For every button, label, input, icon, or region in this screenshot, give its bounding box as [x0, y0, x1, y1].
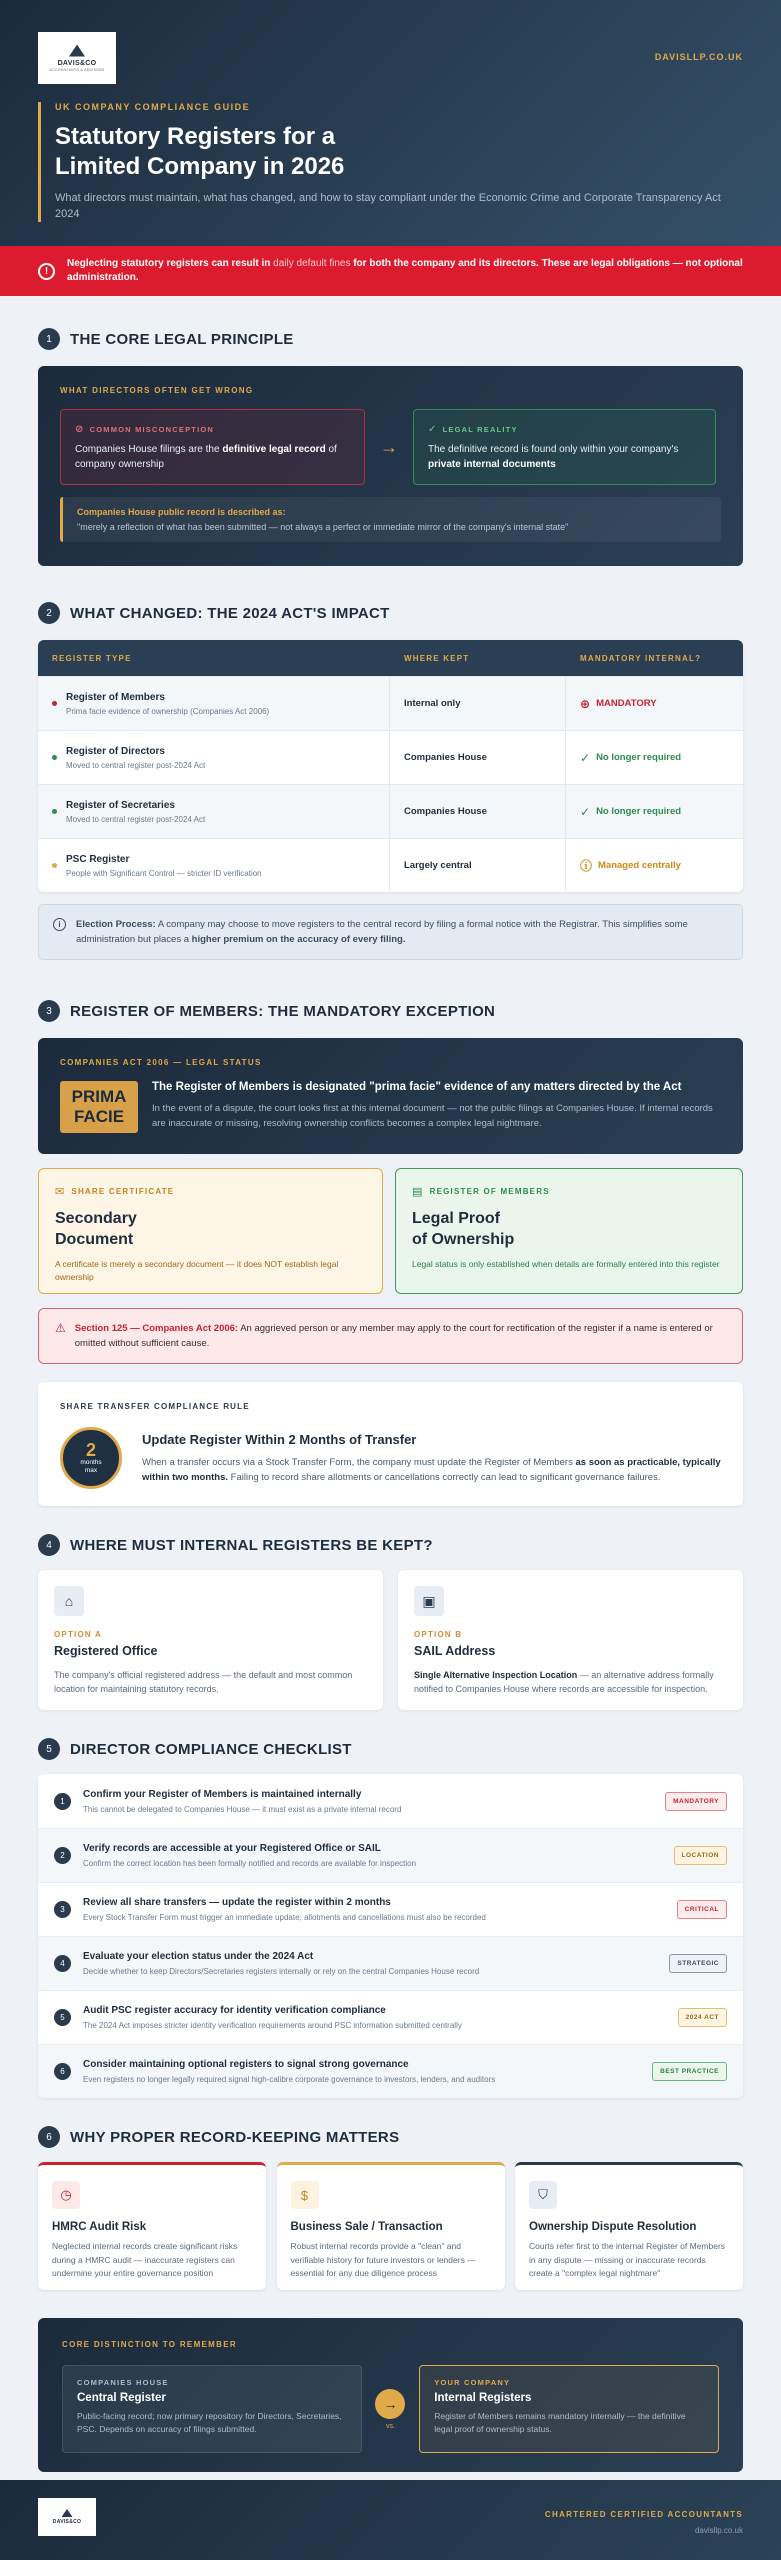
section-number: 4	[38, 1534, 60, 1556]
card-text: Neglected internal records create significant risks during a HMRC audit — inaccurate registers can undermine your entire governance position	[52, 2241, 238, 2278]
quote-text: "merely a reflection of what has been submitted — not always a perfect or immediate mirror of the company's internal state"	[77, 522, 569, 532]
cert-label: SHARE CERTIFICATE	[71, 1187, 175, 1196]
two-months-badge: 2 months max	[60, 1427, 122, 1489]
item-description: Every Stock Transfer Form must trigger an immediate update; allotments and cancellations must also be recorded	[83, 1913, 486, 1922]
item-title: Audit PSC register accuracy for identity verification compliance	[83, 2005, 386, 2016]
section-2-heading	[38, 602, 743, 624]
card-text: Courts refer first to the internal Register of Members in any dispute — missing or inaccurate records create a "complex legal nightmare"	[529, 2241, 726, 2278]
misconception-box	[60, 409, 365, 485]
card-text: Robust internal records provide a "clean" and verifiable history for future investors or lenders — essential for any due diligence process	[290, 2241, 476, 2278]
register-name: PSC Register	[66, 853, 130, 865]
versus-divider	[362, 2389, 420, 2430]
logo-roof-icon	[62, 2509, 73, 2517]
box-text: Register of Members remains mandatory internally — the definitive legal proof of ownership status.	[434, 2411, 686, 2434]
option-sail-address	[398, 1570, 743, 1710]
section-3-heading	[38, 1000, 743, 1022]
core-distinction-card	[38, 2318, 743, 2472]
prima-facie-badge: PRIMA FACIE	[60, 1081, 138, 1133]
table-row	[38, 676, 743, 730]
table-row	[38, 784, 743, 838]
checkmark-icon: ✓	[580, 750, 591, 765]
section-title: WHAT CHANGED: THE 2024 ACT'S IMPACT	[70, 604, 390, 622]
compliance-checklist	[38, 1774, 743, 2098]
hmrc-audit-card	[38, 2162, 266, 2290]
checklist-item	[38, 1936, 743, 1990]
logo-text: DAVIS&CO	[52, 2519, 82, 2525]
section-125-alert	[38, 1308, 743, 1364]
reality-label: LEGAL REALITY	[442, 425, 518, 434]
box-title: Central Register	[77, 2392, 166, 2404]
quote-title: Companies House public record is described as:	[77, 507, 286, 517]
priority-tag: 2024 ACT	[678, 2008, 727, 2027]
section-1-heading	[38, 328, 743, 350]
location-options	[38, 1570, 743, 1710]
info-circle-icon: ⓘ	[580, 859, 593, 873]
priority-tag: STRATEGIC	[669, 1954, 727, 1973]
ownership-dispute-card	[515, 2162, 743, 2290]
footer-tagline: CHARTERED CERTIFIED ACCOUNTANTS	[544, 2510, 743, 2519]
warning-triangle-icon: ⚠	[55, 1321, 66, 1335]
status-badge: No longer required	[596, 806, 682, 817]
warning-text: Neglecting statutory registers can result in daily default fines for both the company and its directors. These are legal obligations — not optional administration.	[67, 258, 743, 283]
footer-url-link[interactable]: davisllp.co.uk	[694, 2526, 743, 2535]
versus-text: vs.	[386, 2422, 395, 2430]
shield-icon: ⛉	[529, 2181, 557, 2209]
priority-tag: BEST PRACTICE	[652, 2062, 727, 2081]
share-certificate-card	[38, 1168, 383, 1294]
table-header	[38, 640, 743, 676]
box-title: Internal Registers	[434, 2392, 532, 2404]
arrow-right-icon: →	[375, 2389, 405, 2419]
section-number: 1	[38, 328, 60, 350]
checkmark-icon: ✓	[428, 424, 438, 435]
where-kept: Internal only	[404, 698, 461, 709]
cert-title: Legal Proof of Ownership	[412, 1210, 515, 1248]
status-dot	[52, 701, 57, 706]
column-header: REGISTER TYPE	[52, 653, 132, 663]
item-number: 1	[54, 1793, 71, 1810]
register-description: Moved to central register post-2024 Act	[66, 760, 206, 770]
section-title: DIRECTOR COMPLIANCE CHECKLIST	[70, 1740, 352, 1758]
item-title: Confirm your Register of Members is maintained internally	[83, 1788, 362, 1800]
misconception-label: COMMON MISCONCEPTION	[89, 425, 215, 434]
box-text: Public-facing record; now primary repository for Directors, Secretaries, PSC. Depends on accuracy of filings submitted.	[77, 2411, 342, 2434]
checkmark-icon: ✓	[580, 804, 591, 819]
card-title: HMRC Audit Risk	[52, 2221, 147, 2233]
section-125-text: Section 125 — Companies Act 2006: An aggrieved person or any member may apply to the court for rectification of the register if a name is entered or omitted without sufficient cause.	[74, 1323, 713, 1349]
brand-logo[interactable]	[38, 32, 116, 84]
hero-header	[0, 0, 781, 246]
card-title: Business Sale / Transaction	[290, 2221, 443, 2233]
item-title: Review all share transfers — update the register within 2 months	[83, 1897, 391, 1908]
option-registered-office	[38, 1570, 383, 1710]
status-badge: No longer required	[596, 752, 682, 763]
section-number: 2	[38, 602, 60, 624]
page-footer	[0, 2480, 781, 2560]
arrow-right-icon: →	[380, 436, 398, 457]
section-4-heading	[38, 1534, 743, 1556]
status-badge: MANDATORY	[596, 698, 657, 709]
legal-reality-box	[413, 409, 716, 485]
option-text: Single Alternative Inspection Location — an alternative address formally notified to Companies House where records are accessible for inspection.	[414, 1670, 714, 1694]
option-title: Registered Office	[54, 1644, 158, 1658]
section-title: THE CORE LEGAL PRINCIPLE	[70, 330, 294, 348]
column-header: WHERE KEPT	[404, 653, 470, 663]
table-row	[38, 730, 743, 784]
column-header: MANDATORY INTERNAL?	[580, 653, 702, 663]
cert-title: Secondary Document	[55, 1210, 137, 1248]
option-label: OPTION A	[54, 1630, 102, 1639]
register-name: Register of Directors	[66, 745, 165, 757]
register-description: People with Significant Control — stricter ID verification	[66, 868, 262, 878]
item-title: Evaluate your election status under the 2024 Act	[83, 1951, 314, 1962]
rule-label: SHARE TRANSFER COMPLIANCE RULE	[60, 1402, 250, 1411]
register-description: Prima facie evidence of ownership (Companies Act 2006)	[66, 706, 270, 716]
cert-text: Legal status is only established when details are formally entered into this register	[412, 1259, 720, 1269]
box-label: COMPANIES HOUSE	[77, 2378, 169, 2387]
item-description: Decide whether to keep Directors/Secretaries registers internally or rely on the central Companies House record	[83, 1967, 480, 1976]
warning-banner	[0, 246, 781, 296]
prohibited-icon: ⊘	[75, 424, 85, 435]
logo-subtext: ACCOUNTANTS & ADVISORS	[49, 67, 105, 72]
option-text: The company's official registered address — the default and most common location for maintaining statutory records.	[54, 1670, 353, 1694]
header-url-link[interactable]: DAVISLLP.CO.UK	[654, 52, 743, 62]
logo-text: DAVIS&CO	[57, 59, 97, 67]
item-number: 3	[54, 1901, 71, 1918]
checklist-item	[38, 1882, 743, 1936]
item-description: Even registers no longer legally required signal high-calibre corporate governance to investors, lenders, and auditors	[83, 2075, 496, 2084]
register-name: Register of Secretaries	[66, 799, 175, 811]
registers-table	[38, 640, 743, 892]
item-description: This cannot be delegated to Companies House — it must exist as a private internal record	[83, 1804, 402, 1814]
logo-roof-icon	[69, 45, 85, 57]
alert-icon: !	[38, 263, 55, 280]
internal-registers-box	[419, 2365, 719, 2453]
card-label: CORE DISTINCTION TO REMEMBER	[62, 2340, 237, 2349]
reality-text: The definitive record is found only within your company's private internal documents	[428, 444, 679, 470]
card-title: Ownership Dispute Resolution	[529, 2221, 697, 2233]
document-icon: ▤	[412, 1186, 424, 1198]
item-title: Consider maintaining optional registers to signal strong governance	[83, 2059, 409, 2070]
hero-eyebrow: UK COMPANY COMPLIANCE GUIDE	[55, 102, 251, 112]
prima-facie-title: The Register of Members is designated "prima facie" evidence of any matters directed by the Act	[152, 1081, 682, 1093]
home-icon: ⌂	[54, 1586, 84, 1616]
info-icon: i	[53, 918, 66, 931]
where-kept: Largely central	[404, 860, 472, 871]
box-label: YOUR COMPANY	[434, 2378, 511, 2387]
prima-facie-text: In the event of a dispute, the court looks first at this internal document — not the public filings at Companies House. If internal records are inaccurate or missing, resolving ownership conflicts becomes a complex legal nightmare.	[152, 1103, 713, 1129]
document-comparison	[38, 1168, 743, 1294]
register-of-members-card	[395, 1168, 743, 1294]
prima-facie-card	[38, 1038, 743, 1154]
rule-text: When a transfer occurs via a Stock Transfer Form, the company must update the Register of Members as soon as practicable, typically within two months. Failing to record share allotments or cancellations correctly can lead to significant governance failures.	[142, 1456, 721, 1483]
priority-tag: CRITICAL	[677, 1900, 727, 1919]
envelope-icon: ✉	[55, 1186, 66, 1198]
item-description: Confirm the correct location has been formally notified and records are available for inspection	[83, 1859, 417, 1868]
business-sale-card	[277, 2162, 505, 2290]
option-title: SAIL Address	[414, 1644, 496, 1658]
status-badge: Managed centrally	[598, 860, 681, 871]
page-subtitle: What directors must maintain, what has changed, and how to stay compliant under the Economic Crime and Corporate Transparency Act 2024	[55, 192, 721, 220]
checklist-item	[38, 1774, 743, 1828]
quote-box	[60, 497, 721, 542]
cert-label: REGISTER OF MEMBERS	[429, 1187, 550, 1196]
note-text: Election Process: A company may choose to move registers to the central record by filing a formal notice with the Registrar. This simplifies some administration but places a higher premium on the accuracy of every filing.	[76, 919, 688, 945]
item-number: 5	[54, 2009, 71, 2026]
dollar-icon: $	[291, 2181, 319, 2209]
item-number: 2	[54, 1847, 71, 1864]
section-5-heading	[38, 1738, 743, 1760]
rule-title: Update Register Within 2 Months of Transfer	[142, 1431, 417, 1447]
item-description: The 2024 Act imposes stricter identity verification requirements around PSC information submitted centrally	[83, 2021, 462, 2030]
section-number: 3	[38, 1000, 60, 1022]
share-transfer-rule-card	[38, 1382, 743, 1506]
item-number: 4	[54, 1955, 71, 1972]
section-title: REGISTER OF MEMBERS: THE MANDATORY EXCEPTION	[70, 1002, 496, 1020]
option-label: OPTION B	[414, 1630, 463, 1639]
hero-text-block	[38, 102, 743, 222]
section-title: WHERE MUST INTERNAL REGISTERS BE KEPT?	[70, 1536, 433, 1554]
status-dot	[52, 755, 57, 760]
checklist-item	[38, 1990, 743, 2044]
register-description: Moved to central register post-2024 Act	[66, 814, 206, 824]
plus-circle-icon: ⊕	[580, 696, 591, 711]
table-row	[38, 838, 743, 892]
clock-icon: ◷	[52, 2181, 80, 2209]
section-6-heading	[38, 2126, 743, 2148]
why-cards	[38, 2162, 743, 2290]
cert-text: A certificate is merely a secondary document — it does NOT establish legal ownership	[55, 1259, 339, 1282]
checklist-item	[38, 2044, 743, 2098]
section-number: 5	[38, 1738, 60, 1760]
where-kept: Companies House	[404, 806, 487, 817]
item-number: 6	[54, 2063, 71, 2080]
misconception-text: Companies House filings are the definitive legal record of company ownership	[75, 444, 337, 470]
status-dot	[52, 809, 57, 814]
election-process-note	[38, 904, 743, 960]
briefcase-icon: ▣	[414, 1586, 444, 1616]
page-title: Statutory Registers for a Limited Company in 2026	[55, 123, 345, 180]
footer-logo[interactable]	[38, 2498, 96, 2536]
core-principle-card	[38, 366, 743, 566]
central-register-box	[62, 2365, 362, 2453]
card-label: WHAT DIRECTORS OFTEN GET WRONG	[60, 386, 254, 395]
register-name: Register of Members	[66, 691, 165, 703]
status-dot	[52, 863, 57, 868]
priority-tag: LOCATION	[674, 1846, 727, 1865]
where-kept: Companies House	[404, 752, 487, 763]
priority-tag: MANDATORY	[665, 1792, 727, 1811]
card-label: COMPANIES ACT 2006 — LEGAL STATUS	[60, 1058, 262, 1067]
section-number: 6	[38, 2126, 60, 2148]
section-title: WHY PROPER RECORD-KEEPING MATTERS	[70, 2128, 400, 2146]
checklist-item	[38, 1828, 743, 1882]
item-title: Verify records are accessible at your Registered Office or SAIL	[83, 1843, 381, 1854]
